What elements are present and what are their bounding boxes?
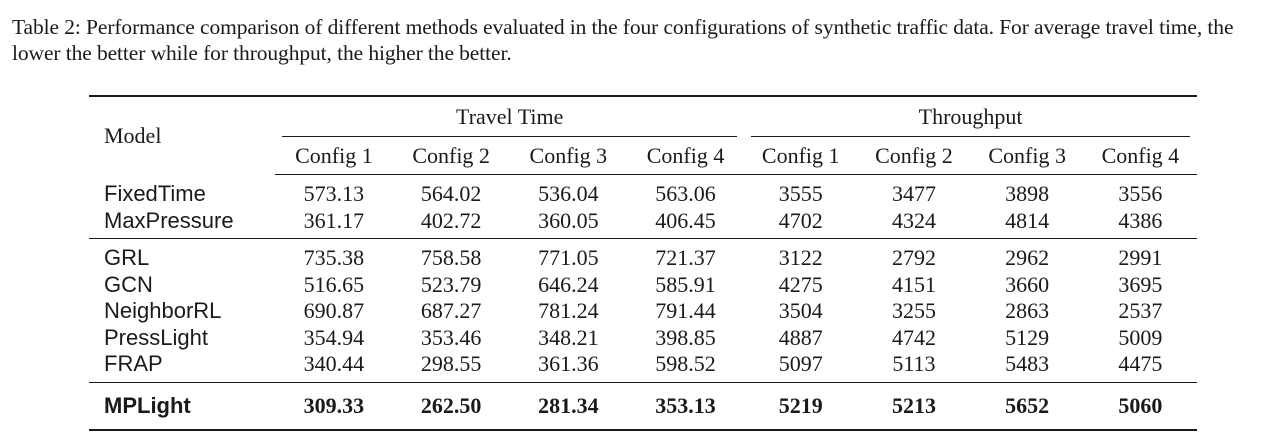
throughput-cell: 4151 xyxy=(891,271,936,297)
table-body xyxy=(89,181,1197,430)
throughput-cell: 2792 xyxy=(891,245,936,270)
throughput-group-header: Throughput xyxy=(744,97,1197,137)
travel-time-cell: 281.34 xyxy=(538,392,599,418)
travel-time-cell: 781.24 xyxy=(538,298,599,323)
travel-time-cell: 398.85 xyxy=(655,324,716,350)
throughput-cell: 4814 xyxy=(1005,207,1050,233)
travel-time-cell: 354.94 xyxy=(303,324,365,350)
model-name-cell: PressLight xyxy=(104,324,208,350)
table-row xyxy=(89,272,1197,299)
model-name-cell: FixedTime xyxy=(104,181,206,206)
config-header: Config 2 xyxy=(393,137,510,175)
throughput-cell: 5219 xyxy=(778,392,823,418)
throughput-cell: 3695 xyxy=(1118,271,1163,297)
throughput-cell: 4887 xyxy=(778,324,823,350)
travel-time-cell: 771.05 xyxy=(538,245,599,270)
config-header: Config 4 xyxy=(627,137,744,175)
config-header: Config 1 xyxy=(744,137,857,175)
table-row xyxy=(89,245,1197,272)
travel-time-cell: 563.06 xyxy=(655,181,716,206)
throughput-cell: 3255 xyxy=(891,298,936,323)
travel-time-cell: 516.65 xyxy=(303,271,365,297)
model-name-cell: GRL xyxy=(104,245,150,270)
table-caption: Table 2: Performance comparison of different methods evaluated in the four configurations of synthetic traffic data. For average travel time, the lower the better while for throughput, the higher the better. xyxy=(12,15,1234,65)
throughput-cell: 3660 xyxy=(1005,271,1050,297)
table-row xyxy=(89,298,1197,325)
model-name-cell: FRAP xyxy=(104,351,163,376)
throughput-cell: 2962 xyxy=(1005,245,1050,270)
travel-time-cell: 360.05 xyxy=(538,207,599,233)
travel-time-cell: 406.45 xyxy=(655,207,716,233)
travel-time-cell: 353.13 xyxy=(655,392,716,418)
travel-time-cell: 735.38 xyxy=(303,245,365,270)
bottom-rule xyxy=(89,423,1197,430)
travel-time-cell: 402.72 xyxy=(420,207,482,233)
throughput-cell: 2991 xyxy=(1118,245,1163,270)
table-row xyxy=(89,208,1197,235)
model-name-cell: MaxPressure xyxy=(104,207,234,233)
throughput-cell: 4742 xyxy=(891,324,936,350)
throughput-cell: 5097 xyxy=(778,351,823,376)
throughput-cell: 5060 xyxy=(1118,392,1163,418)
travel-time-cell: 340.44 xyxy=(303,351,365,376)
throughput-cell: 3122 xyxy=(778,245,823,270)
travel-time-cell: 690.87 xyxy=(303,298,365,323)
throughput-cell: 3556 xyxy=(1118,181,1163,206)
table-row xyxy=(89,389,1197,423)
throughput-cell: 2863 xyxy=(1005,298,1050,323)
config-header: Config 1 xyxy=(275,137,392,175)
throughput-cell: 5113 xyxy=(892,351,936,376)
table-row xyxy=(89,351,1197,378)
travel-time-cell: 687.27 xyxy=(420,298,482,323)
throughput-cell: 3504 xyxy=(778,298,823,323)
config-header: Config 2 xyxy=(857,137,970,175)
throughput-cell: 5213 xyxy=(891,392,936,418)
travel-time-cell: 309.33 xyxy=(303,392,365,418)
travel-time-cell: 361.36 xyxy=(538,351,599,376)
config-header: Config 4 xyxy=(1084,137,1197,175)
throughput-cell: 3555 xyxy=(778,181,823,206)
travel-time-cell: 523.79 xyxy=(420,271,482,297)
travel-time-cell: 721.37 xyxy=(655,245,716,270)
travel-time-cell: 791.44 xyxy=(655,298,716,323)
model-column-header: Model xyxy=(104,122,162,148)
model-name-cell: MPLight xyxy=(104,392,191,418)
travel-time-cell: 585.91 xyxy=(655,271,716,297)
config-header: Config 3 xyxy=(510,137,627,175)
header-group-row xyxy=(89,97,1197,137)
travel-time-cell: 598.52 xyxy=(655,351,716,376)
throughput-cell: 2537 xyxy=(1118,298,1163,323)
travel-time-cell: 646.24 xyxy=(538,271,599,297)
throughput-cell: 5129 xyxy=(1005,324,1050,350)
throughput-cell: 4275 xyxy=(778,271,823,297)
travel-time-cell: 348.21 xyxy=(538,324,599,350)
travel-time-cell: 262.50 xyxy=(420,392,482,418)
model-name-cell: NeighborRL xyxy=(104,298,222,323)
throughput-cell: 5483 xyxy=(1005,351,1050,376)
results-table-container xyxy=(89,95,1197,431)
travel-time-cell: 564.02 xyxy=(420,181,482,206)
results-table xyxy=(89,95,1197,431)
travel-time-cell: 353.46 xyxy=(420,324,482,350)
throughput-cell: 3477 xyxy=(891,181,936,206)
throughput-cell: 4475 xyxy=(1118,351,1163,376)
travel-time-group-header: Travel Time xyxy=(275,97,744,137)
throughput-cell: 4386 xyxy=(1118,207,1163,233)
travel-time-cell: 573.13 xyxy=(303,181,365,206)
travel-time-cell: 361.17 xyxy=(303,207,365,233)
table-row xyxy=(89,181,1197,208)
config-header: Config 3 xyxy=(971,137,1084,175)
travel-time-cell: 298.55 xyxy=(420,351,482,376)
throughput-cell: 4702 xyxy=(778,207,823,233)
travel-time-cell: 536.04 xyxy=(538,181,599,206)
throughput-cell: 5009 xyxy=(1118,324,1163,350)
travel-time-cell: 758.58 xyxy=(420,245,482,270)
throughput-cell: 4324 xyxy=(891,207,936,233)
model-name-cell: GCN xyxy=(104,271,153,297)
throughput-cell: 3898 xyxy=(1005,181,1050,206)
table-row xyxy=(89,325,1197,352)
throughput-cell: 5652 xyxy=(1005,392,1050,418)
